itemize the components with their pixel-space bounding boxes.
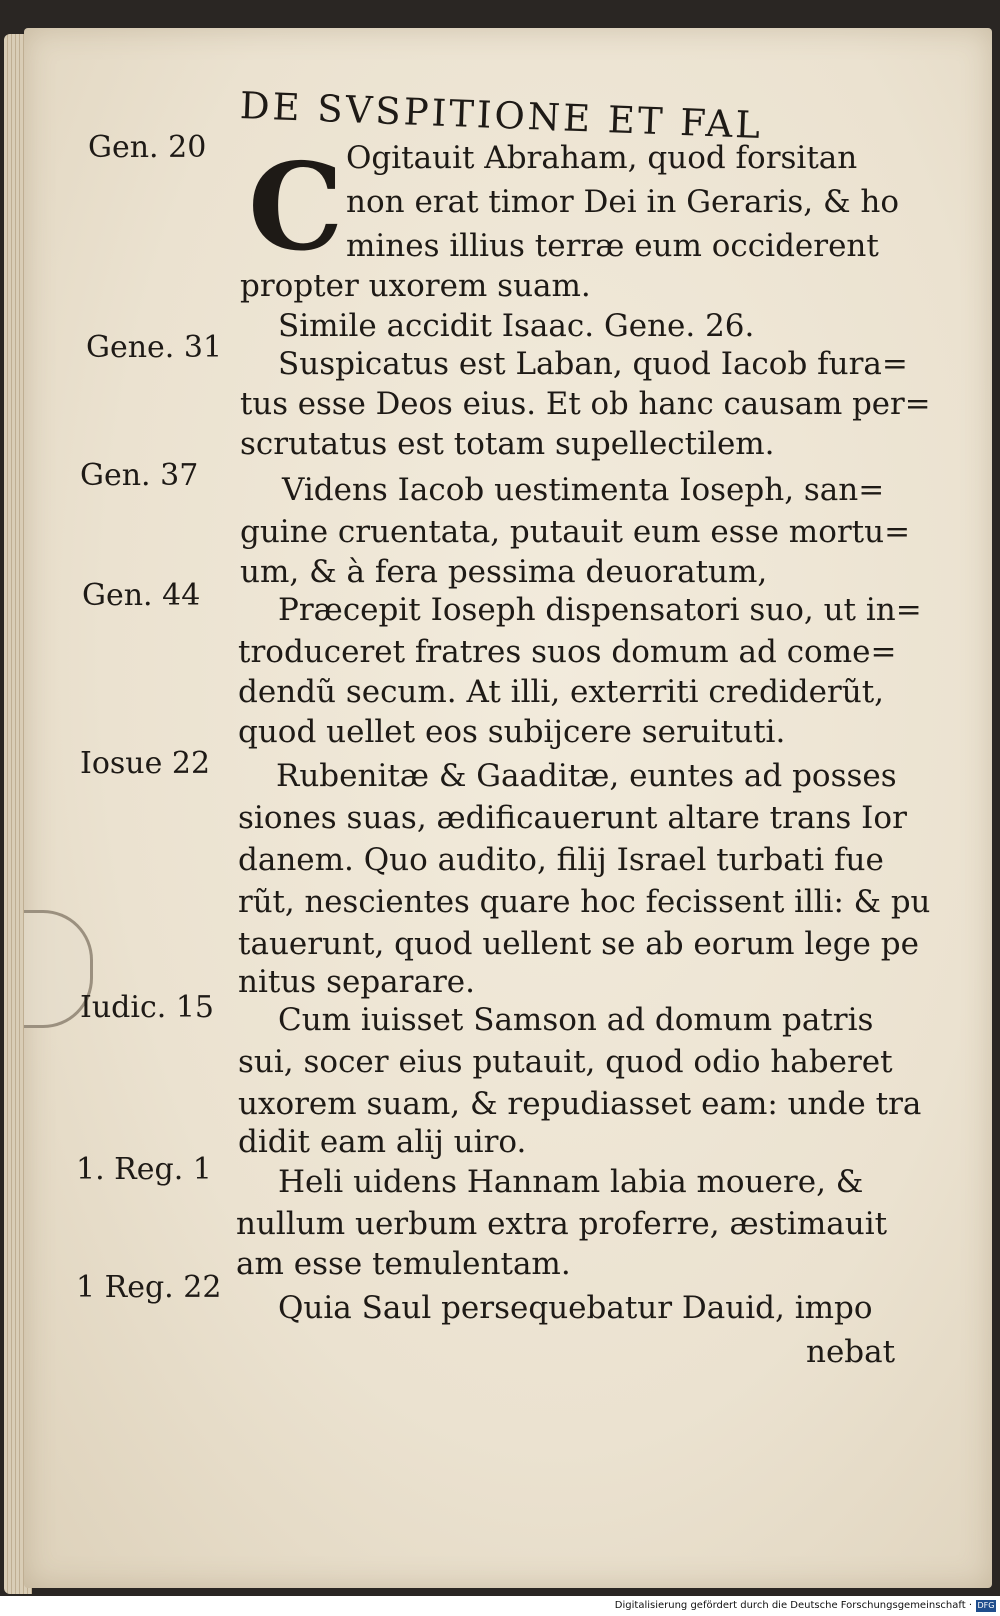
text-line: tus esse Deos eius. Et ob hanc causam per= [240, 386, 931, 422]
text-line: am esse temulentam. [236, 1246, 571, 1282]
page-header: DE SVSPITIONE ET FAL [239, 84, 764, 148]
text-line: scrutatus est totam supellectilem. [240, 426, 775, 462]
text-line: guine cruentata, putauit eum esse mortu= [240, 514, 911, 550]
text-line: Videns Iacob uestimenta Ioseph, san= [282, 472, 885, 508]
margin-note: 1. Reg. 1 [76, 1152, 212, 1187]
text-line: Quia Saul persequebatur Dauid, impo [278, 1290, 873, 1326]
text-line: Heli uidens Hannam labia mouere, & [278, 1164, 864, 1200]
text-line: nullum uerbum extra proferre, æstimauit [236, 1206, 888, 1242]
text-line: Præcepit Ioseph dispensatori suo, ut in= [278, 592, 922, 628]
digitization-credit: Digitalisierung gefördert durch die Deutsche Forschungsgemeinschaft · [614, 1600, 972, 1611]
margin-note: Iudic. 15 [80, 990, 215, 1025]
text-line: nebat [806, 1334, 896, 1370]
text-line: Simile accidit Isaac. Gene. 26. [278, 308, 755, 344]
text-line: Rubenitæ & Gaaditæ, euntes ad posses [276, 758, 897, 794]
margin-note: Gene. 31 [86, 330, 223, 365]
margin-note: Iosue 22 [80, 746, 211, 781]
text-line: uxorem suam, & repudiasset eam: unde tra [238, 1086, 922, 1122]
margin-note: Gen. 37 [80, 458, 199, 493]
text-line: propter uxorem suam. [240, 268, 591, 304]
text-line: mines illius terræ eum occiderent [346, 228, 879, 264]
text-line: rũt, nescientes quare hoc fecissent illi: & pu [238, 884, 931, 920]
margin-note: 1 Reg. 22 [76, 1270, 222, 1305]
text-line: um, & à fera pessima deuoratum, [240, 554, 768, 590]
text-line: Ogitauit Abraham, quod forsitan [346, 140, 858, 176]
text-line: sui, socer eius putauit, quod odio haberet [238, 1044, 893, 1080]
text-line: danem. Quo audito, filij Israel turbati fue [238, 842, 884, 878]
text-line: Cum iuisset Samson ad domum patris [278, 1002, 874, 1038]
text-line: non erat timor Dei in Geraris, & ho [346, 184, 900, 220]
text-line: didit eam alij uiro. [238, 1124, 527, 1160]
text-line: troduceret fratres suos domum ad come= [238, 634, 897, 670]
text-line: dendũ secum. At illi, exterriti crediderũt, [238, 674, 885, 710]
drop-cap: C [248, 137, 344, 278]
dfg-logo: DFG [977, 1601, 995, 1610]
text-line: Suspicatus est Laban, quod Iacob fura= [278, 346, 908, 382]
text-line: tauerunt, quod uellent se ab eorum lege pe [238, 926, 919, 962]
text-line: nitus separare. [238, 964, 475, 1000]
text-line: quod uellet eos subijcere seruituti. [238, 714, 786, 750]
margin-note: Gen. 44 [82, 578, 201, 613]
margin-note: Gen. 20 [88, 130, 207, 165]
text-line: siones suas, ædificauerunt altare trans Ior [238, 800, 907, 836]
